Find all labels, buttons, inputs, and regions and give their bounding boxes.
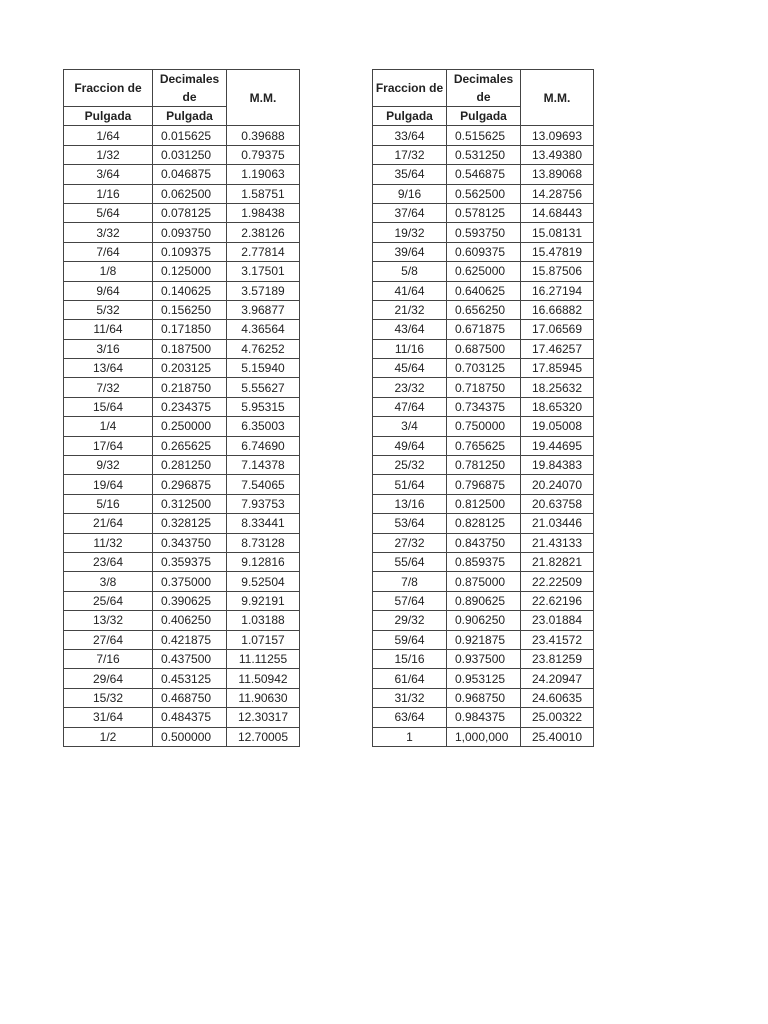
fraction-cell: 27/64	[64, 630, 153, 649]
mm-cell: 13.09693	[521, 126, 594, 145]
decimal-cell: 0.843750	[447, 533, 521, 552]
decimal-cell: 0.609375	[447, 242, 521, 261]
table-row	[373, 552, 594, 571]
table-row	[373, 456, 594, 475]
fraction-cell: 51/64	[373, 475, 447, 494]
decimal-cell: 0.718750	[447, 378, 521, 397]
header-decimal	[447, 70, 521, 107]
decimal-cell: 0.375000	[153, 572, 227, 591]
mm-cell: 11.90630	[227, 688, 300, 707]
fraction-cell: 23/32	[373, 378, 447, 397]
fraction-cell: 5/8	[373, 262, 447, 281]
mm-cell: 8.33441	[227, 514, 300, 533]
table-row	[64, 359, 300, 378]
table-header	[64, 70, 300, 126]
decimal-cell: 0.281250	[153, 456, 227, 475]
table-row	[64, 456, 300, 475]
table-row	[373, 300, 594, 319]
table-row	[373, 165, 594, 184]
mm-cell: 1.07157	[227, 630, 300, 649]
decimal-cell: 0.984375	[447, 708, 521, 727]
mm-cell: 7.93753	[227, 494, 300, 513]
fraction-cell: 3/64	[64, 165, 153, 184]
table-row	[373, 591, 594, 610]
table-row	[64, 436, 300, 455]
mm-cell: 2.77814	[227, 242, 300, 261]
decimal-cell: 0.750000	[447, 417, 521, 436]
mm-cell: 16.66882	[521, 300, 594, 319]
table-row	[373, 242, 594, 261]
mm-cell: 18.25632	[521, 378, 594, 397]
table-row	[373, 688, 594, 707]
table-row	[64, 708, 300, 727]
mm-cell: 21.43133	[521, 533, 594, 552]
mm-cell: 4.76252	[227, 339, 300, 358]
decimal-cell: 0.578125	[447, 203, 521, 222]
decimal-cell: 0.781250	[447, 456, 521, 475]
table-row	[64, 339, 300, 358]
table-row	[373, 223, 594, 242]
mm-cell: 23.81259	[521, 649, 594, 668]
fraction-cell: 29/32	[373, 611, 447, 630]
table-row	[64, 378, 300, 397]
fraction-cell: 7/32	[64, 378, 153, 397]
fraction-cell: 11/32	[64, 533, 153, 552]
table-row	[64, 242, 300, 261]
fraction-cell: 47/64	[373, 397, 447, 416]
fraction-cell: 19/32	[373, 223, 447, 242]
mm-cell: 21.03446	[521, 514, 594, 533]
table-row	[373, 126, 594, 145]
mm-cell: 13.49380	[521, 145, 594, 164]
fraction-cell: 61/64	[373, 669, 447, 688]
fraction-cell: 49/64	[373, 436, 447, 455]
mm-cell: 7.54065	[227, 475, 300, 494]
mm-cell: 9.52504	[227, 572, 300, 591]
decimal-cell: 0.093750	[153, 223, 227, 242]
decimal-cell: 0.140625	[153, 281, 227, 300]
fraction-cell: 13/32	[64, 611, 153, 630]
fraction-cell: 13/64	[64, 359, 153, 378]
table-row	[373, 649, 594, 668]
mm-cell: 9.12816	[227, 552, 300, 571]
fraction-cell: 13/16	[373, 494, 447, 513]
fraction-cell: 5/16	[64, 494, 153, 513]
header-fraction-line2: Pulgada	[64, 107, 153, 126]
decimal-cell: 0.593750	[447, 223, 521, 242]
table-row	[373, 727, 594, 746]
table-row	[64, 126, 300, 145]
mm-cell: 3.57189	[227, 281, 300, 300]
mm-cell: 11.50942	[227, 669, 300, 688]
fraction-cell: 53/64	[373, 514, 447, 533]
mm-cell: 15.08131	[521, 223, 594, 242]
fraction-cell: 35/64	[373, 165, 447, 184]
fraction-cell: 55/64	[373, 552, 447, 571]
decimal-cell: 0.453125	[153, 669, 227, 688]
table-row	[373, 320, 594, 339]
fraction-cell: 31/32	[373, 688, 447, 707]
decimal-cell: 0.343750	[153, 533, 227, 552]
fraction-cell: 29/64	[64, 669, 153, 688]
mm-cell: 19.84383	[521, 456, 594, 475]
decimal-cell: 0.406250	[153, 611, 227, 630]
mm-cell: 3.17501	[227, 262, 300, 281]
decimal-cell: 0.859375	[447, 552, 521, 571]
header-decimal-line3: Pulgada	[447, 107, 521, 126]
decimal-cell: 0.828125	[447, 514, 521, 533]
mm-cell: 25.40010	[521, 727, 594, 746]
fraction-cell: 25/64	[64, 591, 153, 610]
table-row	[373, 339, 594, 358]
decimal-cell: 0.312500	[153, 494, 227, 513]
fraction-cell: 25/32	[373, 456, 447, 475]
table-row	[64, 184, 300, 203]
decimal-cell: 0.218750	[153, 378, 227, 397]
mm-cell: 23.41572	[521, 630, 594, 649]
decimal-cell: 0.109375	[153, 242, 227, 261]
fraction-cell: 1/16	[64, 184, 153, 203]
table-row	[64, 514, 300, 533]
fraction-cell: 9/64	[64, 281, 153, 300]
conversion-table-right	[372, 69, 594, 747]
header-mm: M.M.	[521, 70, 594, 126]
decimal-cell: 0.171850	[153, 320, 227, 339]
table-row	[64, 572, 300, 591]
table-row	[64, 320, 300, 339]
mm-cell: 9.92191	[227, 591, 300, 610]
mm-cell: 17.46257	[521, 339, 594, 358]
decimal-cell: 0.890625	[447, 591, 521, 610]
table-body	[373, 126, 594, 747]
fraction-cell: 5/32	[64, 300, 153, 319]
table-row	[373, 184, 594, 203]
conversion-table-left	[63, 69, 300, 747]
table-row	[373, 359, 594, 378]
table-row	[64, 630, 300, 649]
decimal-cell: 0.875000	[447, 572, 521, 591]
table-row	[373, 611, 594, 630]
mm-cell: 22.62196	[521, 591, 594, 610]
fraction-cell: 31/64	[64, 708, 153, 727]
mm-cell: 22.22509	[521, 572, 594, 591]
decimal-cell: 0.796875	[447, 475, 521, 494]
decimal-cell: 0.906250	[447, 611, 521, 630]
table-row	[373, 378, 594, 397]
fraction-cell: 9/32	[64, 456, 153, 475]
decimal-cell: 0.421875	[153, 630, 227, 649]
header-decimal-line2: de	[476, 90, 491, 104]
fraction-cell: 17/32	[373, 145, 447, 164]
mm-cell: 16.27194	[521, 281, 594, 300]
table-row	[373, 436, 594, 455]
fraction-cell: 11/64	[64, 320, 153, 339]
table-row	[373, 514, 594, 533]
mm-cell: 0.79375	[227, 145, 300, 164]
decimal-cell: 0.625000	[447, 262, 521, 281]
fraction-cell: 3/16	[64, 339, 153, 358]
mm-cell: 14.68443	[521, 203, 594, 222]
decimal-cell: 0.703125	[447, 359, 521, 378]
table-row	[64, 649, 300, 668]
decimal-cell: 0.296875	[153, 475, 227, 494]
fraction-cell: 1/4	[64, 417, 153, 436]
decimal-cell: 0.687500	[447, 339, 521, 358]
table-row	[373, 475, 594, 494]
fraction-cell: 23/64	[64, 552, 153, 571]
fraction-cell: 1/64	[64, 126, 153, 145]
fraction-cell: 7/64	[64, 242, 153, 261]
decimal-cell: 0.671875	[447, 320, 521, 339]
table-body	[64, 126, 300, 747]
table-header	[373, 70, 594, 126]
mm-cell: 6.74690	[227, 436, 300, 455]
decimal-cell: 0.500000	[153, 727, 227, 746]
mm-cell: 5.95315	[227, 397, 300, 416]
decimal-cell: 0.531250	[447, 145, 521, 164]
fraction-cell: 1/32	[64, 145, 153, 164]
table-row	[373, 145, 594, 164]
decimal-cell: 0.078125	[153, 203, 227, 222]
decimal-cell: 0.250000	[153, 417, 227, 436]
header-fraction: Fraccion de	[373, 70, 447, 107]
mm-cell: 6.35003	[227, 417, 300, 436]
decimal-cell: 0.937500	[447, 649, 521, 668]
mm-cell: 8.73128	[227, 533, 300, 552]
table-row	[373, 708, 594, 727]
header-fraction: Fraccion de	[64, 70, 153, 107]
mm-cell: 15.87506	[521, 262, 594, 281]
header-decimal	[153, 70, 227, 107]
mm-cell: 1.03188	[227, 611, 300, 630]
decimal-cell: 0.328125	[153, 514, 227, 533]
mm-cell: 20.24070	[521, 475, 594, 494]
decimal-cell: 0.734375	[447, 397, 521, 416]
decimal-cell: 0.953125	[447, 669, 521, 688]
fraction-cell: 3/8	[64, 572, 153, 591]
decimal-cell: 0.062500	[153, 184, 227, 203]
table-row	[373, 397, 594, 416]
fraction-cell: 41/64	[373, 281, 447, 300]
table-row	[64, 669, 300, 688]
decimal-cell: 0.187500	[153, 339, 227, 358]
table-row	[64, 417, 300, 436]
mm-cell: 15.47819	[521, 242, 594, 261]
fraction-cell: 3/4	[373, 417, 447, 436]
table-row	[64, 688, 300, 707]
decimal-cell: 0.359375	[153, 552, 227, 571]
mm-cell: 23.01884	[521, 611, 594, 630]
table-row	[64, 533, 300, 552]
table-row	[373, 281, 594, 300]
fraction-cell: 39/64	[373, 242, 447, 261]
mm-cell: 1.19063	[227, 165, 300, 184]
table-row	[373, 533, 594, 552]
fraction-cell: 27/32	[373, 533, 447, 552]
fraction-cell: 1/2	[64, 727, 153, 746]
fraction-cell: 57/64	[373, 591, 447, 610]
fraction-cell: 63/64	[373, 708, 447, 727]
table-row	[64, 165, 300, 184]
mm-cell: 7.14378	[227, 456, 300, 475]
table-row	[373, 494, 594, 513]
fraction-cell: 21/64	[64, 514, 153, 533]
fraction-cell: 21/32	[373, 300, 447, 319]
mm-cell: 19.44695	[521, 436, 594, 455]
mm-cell: 21.82821	[521, 552, 594, 571]
table-row	[64, 262, 300, 281]
decimal-cell: 0.046875	[153, 165, 227, 184]
table-row	[64, 475, 300, 494]
mm-cell: 13.89068	[521, 165, 594, 184]
table-row	[64, 203, 300, 222]
decimal-cell: 0.765625	[447, 436, 521, 455]
table-row	[64, 300, 300, 319]
header-decimal-line2: de	[182, 90, 197, 104]
fraction-cell: 5/64	[64, 203, 153, 222]
fraction-cell: 59/64	[373, 630, 447, 649]
decimal-cell: 0.968750	[447, 688, 521, 707]
decimal-cell: 0.921875	[447, 630, 521, 649]
mm-cell: 18.65320	[521, 397, 594, 416]
table-row	[64, 591, 300, 610]
decimal-cell: 0.234375	[153, 397, 227, 416]
header-decimal-line3: Pulgada	[153, 107, 227, 126]
mm-cell: 20.63758	[521, 494, 594, 513]
fraction-cell: 15/64	[64, 397, 153, 416]
mm-cell: 17.85945	[521, 359, 594, 378]
mm-cell: 17.06569	[521, 320, 594, 339]
mm-cell: 11.11255	[227, 649, 300, 668]
table-row	[373, 572, 594, 591]
table-row	[64, 727, 300, 746]
fraction-cell: 11/16	[373, 339, 447, 358]
decimal-cell: 0.640625	[447, 281, 521, 300]
mm-cell: 12.30317	[227, 708, 300, 727]
fraction-cell: 33/64	[373, 126, 447, 145]
table-row	[64, 281, 300, 300]
mm-cell: 12.70005	[227, 727, 300, 746]
mm-cell: 14.28756	[521, 184, 594, 203]
table-row	[373, 203, 594, 222]
mm-cell: 4.36564	[227, 320, 300, 339]
table-row	[373, 630, 594, 649]
mm-cell: 0.39688	[227, 126, 300, 145]
fraction-cell: 19/64	[64, 475, 153, 494]
decimal-cell: 0.546875	[447, 165, 521, 184]
table-row	[373, 417, 594, 436]
mm-cell: 5.55627	[227, 378, 300, 397]
decimal-cell: 0.484375	[153, 708, 227, 727]
fraction-cell: 37/64	[373, 203, 447, 222]
table-row	[64, 552, 300, 571]
fraction-cell: 7/8	[373, 572, 447, 591]
fraction-cell: 15/32	[64, 688, 153, 707]
decimal-cell: 0.437500	[153, 649, 227, 668]
decimal-cell: 0.156250	[153, 300, 227, 319]
mm-cell: 2.38126	[227, 223, 300, 242]
fraction-cell: 9/16	[373, 184, 447, 203]
fraction-cell: 7/16	[64, 649, 153, 668]
mm-cell: 3.96877	[227, 300, 300, 319]
mm-cell: 19.05008	[521, 417, 594, 436]
fraction-cell: 1/8	[64, 262, 153, 281]
header-decimal-line1: Decimales	[159, 72, 220, 86]
fraction-cell: 1	[373, 727, 447, 746]
mm-cell: 25.00322	[521, 708, 594, 727]
mm-cell: 24.20947	[521, 669, 594, 688]
fraction-cell: 45/64	[373, 359, 447, 378]
fraction-cell: 3/32	[64, 223, 153, 242]
decimal-cell: 0.203125	[153, 359, 227, 378]
header-decimal-line1: Decimales	[453, 72, 514, 86]
header-mm: M.M.	[227, 70, 300, 126]
decimal-cell: 0.812500	[447, 494, 521, 513]
mm-cell: 1.98438	[227, 203, 300, 222]
decimal-cell: 0.015625	[153, 126, 227, 145]
table-row	[64, 494, 300, 513]
table-row	[373, 262, 594, 281]
table-row	[373, 669, 594, 688]
decimal-cell: 0.562500	[447, 184, 521, 203]
decimal-cell: 0.031250	[153, 145, 227, 164]
decimal-cell: 0.265625	[153, 436, 227, 455]
decimal-cell: 0.656250	[447, 300, 521, 319]
mm-cell: 1.58751	[227, 184, 300, 203]
decimal-cell: 0.515625	[447, 126, 521, 145]
fraction-cell: 43/64	[373, 320, 447, 339]
header-fraction-line2: Pulgada	[373, 107, 447, 126]
table-row	[64, 611, 300, 630]
table-row	[64, 397, 300, 416]
fraction-cell: 17/64	[64, 436, 153, 455]
table-row	[64, 223, 300, 242]
table-row	[64, 145, 300, 164]
mm-cell: 24.60635	[521, 688, 594, 707]
decimal-cell: 0.468750	[153, 688, 227, 707]
decimal-cell: 1,000,000	[447, 727, 521, 746]
decimal-cell: 0.125000	[153, 262, 227, 281]
mm-cell: 5.15940	[227, 359, 300, 378]
decimal-cell: 0.390625	[153, 591, 227, 610]
fraction-cell: 15/16	[373, 649, 447, 668]
